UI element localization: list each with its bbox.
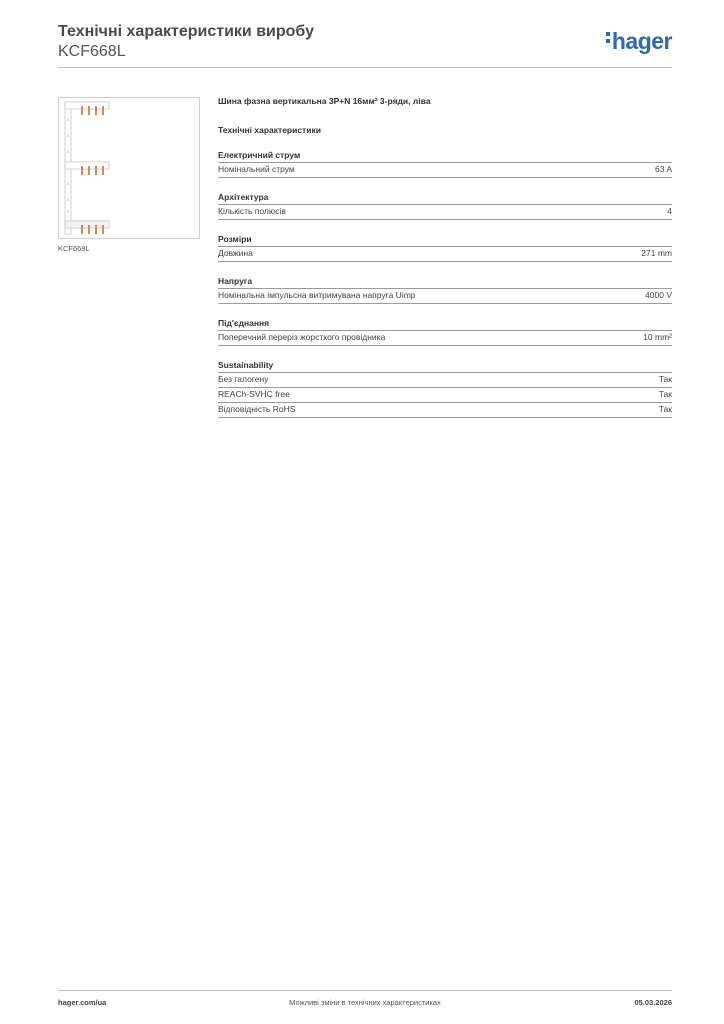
header-divider (58, 67, 672, 68)
product-description: Шина фазна вертикальна 3P+N 16мм² 3-ряди, ліва (218, 96, 431, 106)
spec-row (218, 289, 672, 304)
spec-label: Відповідність RoHS (218, 404, 296, 414)
group-title: Під'єднання (218, 318, 672, 331)
product-code: KCF668L (58, 43, 126, 60)
specs-heading: Технічні характеристики (218, 125, 321, 135)
footer-website-link[interactable]: hager.com/ua (58, 998, 107, 1007)
spec-row (218, 163, 672, 178)
spec-row (218, 403, 672, 418)
group-title: Розміри (218, 234, 672, 247)
spec-value: 4 (667, 206, 672, 216)
spec-label: Кількість полюсів (218, 206, 286, 216)
group-title: Напруга (218, 276, 672, 289)
spec-value: 4000 V (645, 290, 672, 300)
group-title: Електричний струм (218, 150, 672, 163)
logo-text: hager (611, 28, 672, 54)
spec-row (218, 388, 672, 403)
spec-label: Поперечний переріз жорсткого провідника (218, 332, 386, 342)
spec-label: Номінальна імпульсна витримувана напруга Uimp (218, 290, 416, 300)
hager-logo (606, 28, 672, 55)
spec-row (218, 205, 672, 220)
spec-group-architecture (218, 192, 672, 220)
footer-notice: Можливі зміни в технічних характеристиках (289, 998, 441, 1007)
spec-group-connection (218, 318, 672, 346)
spec-value: 271 mm (641, 248, 672, 258)
group-title: Архітектура (218, 192, 672, 205)
spec-group-sustainability (218, 360, 672, 418)
spec-row (218, 331, 672, 346)
spec-value: 63 A (654, 164, 672, 174)
spec-group-dimensions (218, 234, 672, 262)
product-image (58, 97, 200, 239)
footer-divider (58, 990, 672, 991)
group-title: Sustainability (218, 360, 672, 373)
busbar-illustration (59, 98, 199, 238)
spec-value: Так (658, 404, 672, 414)
spec-label: Довжина (218, 248, 253, 258)
page-footer (58, 998, 672, 1010)
footer-date: 05.03.2026 (634, 998, 672, 1007)
spec-value: 10 mm² (643, 332, 672, 342)
spec-row (218, 373, 672, 388)
spec-value: Так (658, 374, 672, 384)
spec-label: Без галогену (218, 374, 269, 384)
spec-group-voltage (218, 276, 672, 304)
spec-group-electric-current (218, 150, 672, 178)
spec-label: REACh-SVHC free (218, 389, 290, 399)
logo-dots-icon (606, 29, 610, 46)
spec-value: Так (658, 389, 672, 399)
specifications (218, 95, 672, 418)
page-header (58, 22, 672, 68)
image-caption: KCF668L (58, 244, 90, 253)
document-title: Технічні характеристики виробу (58, 23, 314, 40)
spec-row (218, 247, 672, 262)
spec-label: Номінальний струм (218, 164, 295, 174)
